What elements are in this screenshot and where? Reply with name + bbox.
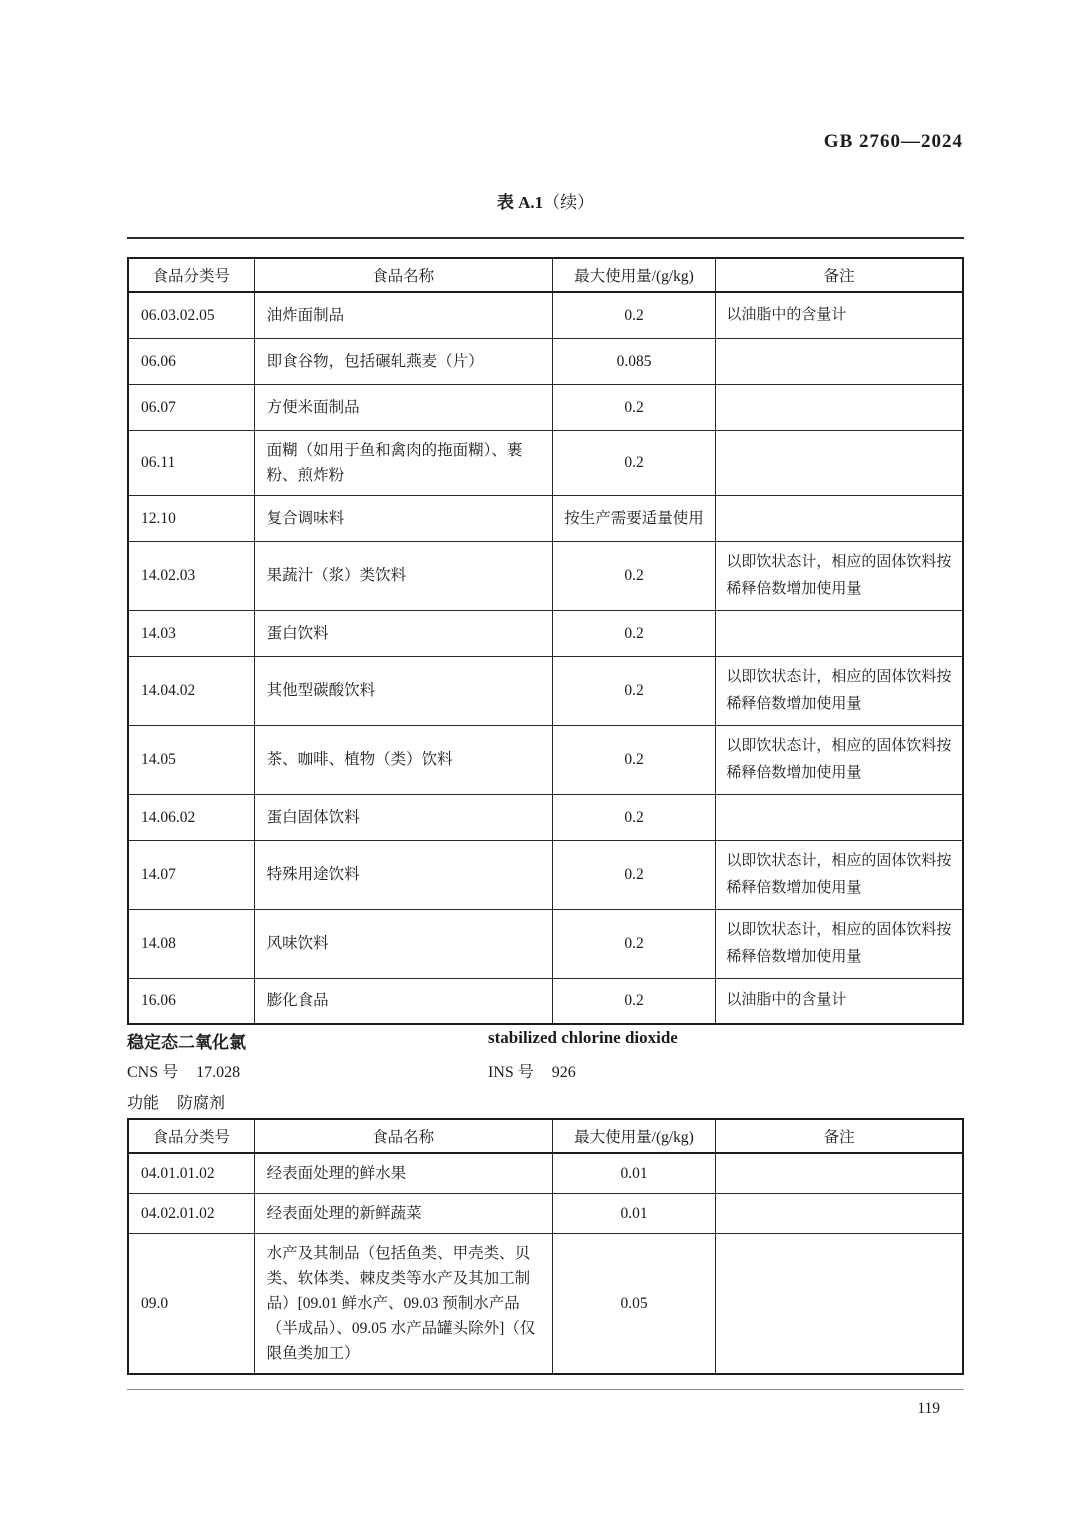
cell-name: 复合调味料 bbox=[254, 495, 552, 541]
cell-note bbox=[716, 384, 963, 430]
column-header-note: 备注 bbox=[716, 258, 963, 292]
cell-max: 按生产需要适量使用 bbox=[552, 495, 716, 541]
additive-codes-row bbox=[127, 1059, 964, 1090]
table-title bbox=[127, 188, 964, 213]
cell-name: 经表面处理的新鲜蔬菜 bbox=[254, 1194, 552, 1234]
header-row bbox=[128, 258, 963, 292]
column-header-max: 最大使用量/(g/kg) bbox=[552, 258, 716, 292]
cell-max: 0.2 bbox=[552, 656, 716, 725]
cell-code: 09.0 bbox=[128, 1234, 254, 1375]
table-row bbox=[128, 909, 963, 978]
cell-note: 以即饮状态计，相应的固体饮料按稀释倍数增加使用量 bbox=[716, 725, 963, 794]
cell-name: 蛋白饮料 bbox=[254, 610, 552, 656]
additive-name-zh: 稳定态二氧化氯 bbox=[127, 1033, 246, 1052]
cell-code: 14.03 bbox=[128, 610, 254, 656]
table-row bbox=[128, 656, 963, 725]
column-header-note: 备注 bbox=[716, 1119, 963, 1153]
column-header-max: 最大使用量/(g/kg) bbox=[552, 1119, 716, 1153]
table-row bbox=[128, 292, 963, 338]
additive-name-en: stabilized chlorine dioxide bbox=[488, 1028, 678, 1047]
ins-value: 926 bbox=[551, 1064, 576, 1081]
column-header-code: 食品分类号 bbox=[128, 1119, 254, 1153]
cell-note bbox=[716, 794, 963, 840]
cns-value: 17.028 bbox=[196, 1064, 241, 1081]
header-rule bbox=[127, 237, 964, 239]
cell-name: 膨化食品 bbox=[254, 978, 552, 1024]
cell-name: 面糊（如用于鱼和禽肉的拖面糊）、裹粉、煎炸粉 bbox=[254, 430, 552, 495]
cell-name: 即食谷物，包括碾轧燕麦（片） bbox=[254, 338, 552, 384]
cell-note: 以即饮状态计，相应的固体饮料按稀释倍数增加使用量 bbox=[716, 541, 963, 610]
cell-note: 以即饮状态计，相应的固体饮料按稀释倍数增加使用量 bbox=[716, 909, 963, 978]
additive-name-row bbox=[127, 1028, 964, 1059]
table-row bbox=[128, 384, 963, 430]
cell-max: 0.2 bbox=[552, 840, 716, 909]
table-title-main: 表 A.1 bbox=[496, 193, 544, 212]
cell-max: 0.2 bbox=[552, 610, 716, 656]
cell-max: 0.2 bbox=[552, 541, 716, 610]
cell-note bbox=[716, 430, 963, 495]
cell-note bbox=[716, 1194, 963, 1234]
cns-entry bbox=[127, 1064, 240, 1081]
cell-max: 0.2 bbox=[552, 384, 716, 430]
table-row bbox=[128, 495, 963, 541]
cell-note: 以油脂中的含量计 bbox=[716, 978, 963, 1024]
table-row bbox=[128, 1194, 963, 1234]
ins-label: INS 号 bbox=[488, 1064, 534, 1081]
cell-max: 0.2 bbox=[552, 794, 716, 840]
cell-max: 0.05 bbox=[552, 1234, 716, 1375]
cell-max: 0.01 bbox=[552, 1153, 716, 1194]
cell-max: 0.085 bbox=[552, 338, 716, 384]
table-row bbox=[128, 1234, 963, 1375]
cell-note bbox=[716, 495, 963, 541]
cell-name: 特殊用途饮料 bbox=[254, 840, 552, 909]
column-header-name: 食品名称 bbox=[254, 1119, 552, 1153]
table-row bbox=[128, 430, 963, 495]
header-row bbox=[128, 1119, 963, 1153]
table-row bbox=[128, 1153, 963, 1194]
cell-note: 以即饮状态计，相应的固体饮料按稀释倍数增加使用量 bbox=[716, 656, 963, 725]
cell-code: 06.03.02.05 bbox=[128, 292, 254, 338]
cell-code: 04.02.01.02 bbox=[128, 1194, 254, 1234]
table-row bbox=[128, 978, 963, 1024]
cell-max: 0.01 bbox=[552, 1194, 716, 1234]
cell-note: 以即饮状态计，相应的固体饮料按稀释倍数增加使用量 bbox=[716, 840, 963, 909]
cell-note bbox=[716, 338, 963, 384]
cell-code: 16.06 bbox=[128, 978, 254, 1024]
cell-note bbox=[716, 1234, 963, 1375]
additive-function-row bbox=[127, 1090, 964, 1121]
additive-section bbox=[127, 1028, 964, 1121]
column-header-code: 食品分类号 bbox=[128, 258, 254, 292]
table-row bbox=[128, 840, 963, 909]
cell-name: 油炸面制品 bbox=[254, 292, 552, 338]
cell-code: 06.07 bbox=[128, 384, 254, 430]
cell-note bbox=[716, 1153, 963, 1194]
cell-name: 茶、咖啡、植物（类）饮料 bbox=[254, 725, 552, 794]
cell-code: 06.06 bbox=[128, 338, 254, 384]
cell-note bbox=[716, 610, 963, 656]
table-row bbox=[128, 725, 963, 794]
cell-code: 04.01.01.02 bbox=[128, 1153, 254, 1194]
cell-max: 0.2 bbox=[552, 978, 716, 1024]
cell-code: 12.10 bbox=[128, 495, 254, 541]
page-number: 119 bbox=[917, 1400, 940, 1417]
cell-name: 蛋白固体饮料 bbox=[254, 794, 552, 840]
cell-code: 14.08 bbox=[128, 909, 254, 978]
cell-name: 经表面处理的鲜水果 bbox=[254, 1153, 552, 1194]
cell-code: 14.06.02 bbox=[128, 794, 254, 840]
cell-code: 14.02.03 bbox=[128, 541, 254, 610]
cell-max: 0.2 bbox=[552, 292, 716, 338]
cell-max: 0.2 bbox=[552, 909, 716, 978]
cell-note: 以油脂中的含量计 bbox=[716, 292, 963, 338]
cell-max: 0.2 bbox=[552, 430, 716, 495]
table-title-suffix: （续） bbox=[543, 193, 595, 212]
table-row bbox=[128, 541, 963, 610]
cell-code: 14.05 bbox=[128, 725, 254, 794]
cell-code: 14.07 bbox=[128, 840, 254, 909]
cell-code: 14.04.02 bbox=[128, 656, 254, 725]
cell-max: 0.2 bbox=[552, 725, 716, 794]
food-additive-table-1 bbox=[127, 257, 964, 1025]
function-value: 防腐剂 bbox=[177, 1095, 226, 1112]
function-label: 功能 bbox=[127, 1095, 160, 1112]
cell-name: 其他型碳酸饮料 bbox=[254, 656, 552, 725]
cell-code: 06.11 bbox=[128, 430, 254, 495]
cell-name: 果蔬汁（浆）类饮料 bbox=[254, 541, 552, 610]
standard-code: GB 2760—2024 bbox=[823, 131, 963, 152]
cell-name: 方便米面制品 bbox=[254, 384, 552, 430]
table-row bbox=[128, 794, 963, 840]
table-row bbox=[128, 338, 963, 384]
column-header-name: 食品名称 bbox=[254, 258, 552, 292]
cns-label: CNS 号 bbox=[127, 1064, 179, 1081]
footer-rule bbox=[127, 1389, 964, 1390]
cell-name: 风味饮料 bbox=[254, 909, 552, 978]
table-row bbox=[128, 610, 963, 656]
cell-name: 水产及其制品（包括鱼类、甲壳类、贝类、软体类、棘皮类等水产及其加工制品）[09.01 鲜水产、09.03 预制水产品（半成品）、09.05 水产品罐头除外]（仅限鱼类加工） bbox=[254, 1234, 552, 1375]
ins-entry bbox=[488, 1059, 576, 1082]
food-additive-table-2 bbox=[127, 1118, 964, 1375]
